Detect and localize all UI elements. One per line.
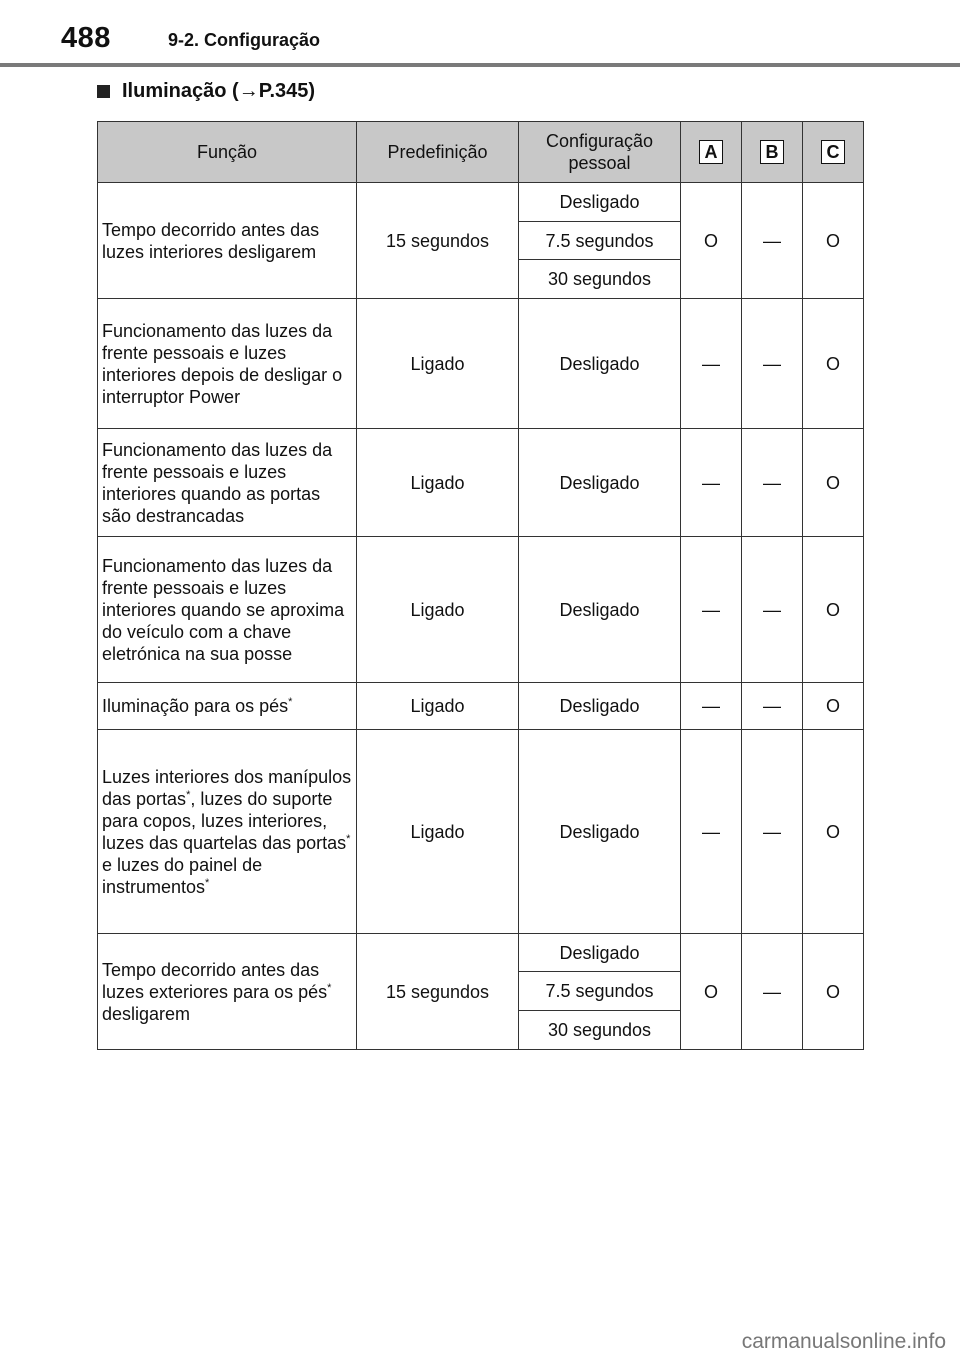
column-header-c bbox=[803, 122, 864, 183]
a-cell: — bbox=[681, 683, 742, 730]
b-cell: — bbox=[742, 683, 803, 730]
option-cell: Desligado bbox=[519, 429, 681, 537]
funcao-cell bbox=[98, 934, 357, 1050]
arrow-icon: → bbox=[238, 80, 259, 102]
a-box-icon: A bbox=[699, 140, 723, 164]
a-cell: — bbox=[681, 730, 742, 934]
page-number: 488 bbox=[61, 22, 111, 54]
table-row bbox=[98, 683, 864, 730]
b-cell: — bbox=[742, 183, 803, 299]
bullet-square-icon bbox=[97, 85, 110, 98]
b-cell: — bbox=[742, 429, 803, 537]
predefinicao-cell: Ligado bbox=[357, 429, 519, 537]
c-box-icon: C bbox=[821, 140, 845, 164]
funcao-text: Tempo decorrido antes das luzes exteriores para os pés bbox=[102, 959, 328, 1002]
table-row bbox=[98, 299, 864, 429]
watermark-text: carmanualsonline.info bbox=[741, 1330, 946, 1353]
predefinicao-cell: Ligado bbox=[357, 683, 519, 730]
option-cell: 7.5 segundos bbox=[519, 972, 681, 1011]
c-cell: O bbox=[803, 934, 864, 1050]
footnote-marker: * bbox=[288, 696, 293, 708]
funcao-cell: Funcionamento das luzes da frente pessoais e luzes interiores quando se aproxima do veículo com a chave eletrónica na sua posse bbox=[98, 537, 357, 683]
footnote-marker: * bbox=[205, 876, 210, 889]
option-cell: 30 segundos bbox=[519, 260, 681, 299]
settings-table bbox=[97, 121, 864, 1050]
funcao-text: desligarem bbox=[102, 1003, 191, 1024]
a-cell: O bbox=[681, 934, 742, 1050]
table-row bbox=[98, 730, 864, 934]
option-cell: 30 segundos bbox=[519, 1011, 681, 1050]
funcao-text: , luzes do suporte para copos, luzes interiores, luzes das quartelas das portas bbox=[102, 788, 347, 853]
funcao-text: Iluminação para os pés bbox=[102, 696, 289, 716]
predefinicao-cell: 15 segundos bbox=[357, 183, 519, 299]
option-cell: Desligado bbox=[519, 299, 681, 429]
table-header-row bbox=[98, 122, 864, 183]
option-cell: Desligado bbox=[519, 730, 681, 934]
predefinicao-cell: Ligado bbox=[357, 299, 519, 429]
predefinicao-cell: 15 segundos bbox=[357, 934, 519, 1050]
funcao-cell bbox=[98, 730, 357, 934]
footnote-marker: * bbox=[327, 981, 332, 994]
column-header-predefinicao: Predefinição bbox=[357, 122, 519, 183]
column-header-a bbox=[681, 122, 742, 183]
section-heading bbox=[97, 80, 315, 103]
c-cell: O bbox=[803, 730, 864, 934]
table-row bbox=[98, 537, 864, 683]
b-cell: — bbox=[742, 537, 803, 683]
c-cell: O bbox=[803, 429, 864, 537]
option-cell: Desligado bbox=[519, 683, 681, 730]
a-cell: — bbox=[681, 537, 742, 683]
heading-text: Iluminação ( bbox=[122, 80, 239, 102]
a-cell: — bbox=[681, 429, 742, 537]
c-cell: O bbox=[803, 537, 864, 683]
a-cell: — bbox=[681, 299, 742, 429]
a-cell: O bbox=[681, 183, 742, 299]
c-cell: O bbox=[803, 299, 864, 429]
funcao-cell bbox=[98, 683, 357, 730]
option-cell: 7.5 segundos bbox=[519, 222, 681, 260]
b-box-icon: B bbox=[760, 140, 784, 164]
b-cell: — bbox=[742, 934, 803, 1050]
funcao-cell: Funcionamento das luzes da frente pessoais e luzes interiores quando as portas são destrancadas bbox=[98, 429, 357, 537]
column-header-funcao: Função bbox=[98, 122, 357, 183]
option-cell: Desligado bbox=[519, 183, 681, 222]
funcao-cell: Funcionamento das luzes da frente pessoais e luzes interiores depois de desligar o interruptor Power bbox=[98, 299, 357, 429]
column-header-b bbox=[742, 122, 803, 183]
table-row bbox=[98, 429, 864, 537]
funcao-text: e luzes do painel de instrumentos bbox=[102, 854, 263, 897]
page-reference-link[interactable]: P.345) bbox=[258, 80, 316, 102]
table-row bbox=[98, 934, 864, 972]
header-divider bbox=[0, 63, 960, 67]
b-cell: — bbox=[742, 730, 803, 934]
footnote-marker: * bbox=[346, 832, 351, 845]
column-header-config-pessoal: Configuração pessoal bbox=[519, 122, 681, 183]
predefinicao-cell: Ligado bbox=[357, 537, 519, 683]
c-cell: O bbox=[803, 183, 864, 299]
option-cell: Desligado bbox=[519, 934, 681, 972]
funcao-text: Luzes interiores dos manípulos das portas bbox=[102, 766, 352, 809]
c-cell: O bbox=[803, 683, 864, 730]
funcao-cell: Tempo decorrido antes das luzes interiores desligarem bbox=[98, 183, 357, 299]
footnote-marker: * bbox=[186, 788, 191, 801]
b-cell: — bbox=[742, 299, 803, 429]
option-cell: Desligado bbox=[519, 537, 681, 683]
table-row bbox=[98, 183, 864, 222]
predefinicao-cell: Ligado bbox=[357, 730, 519, 934]
section-title: 9-2. Configuração bbox=[168, 30, 321, 50]
